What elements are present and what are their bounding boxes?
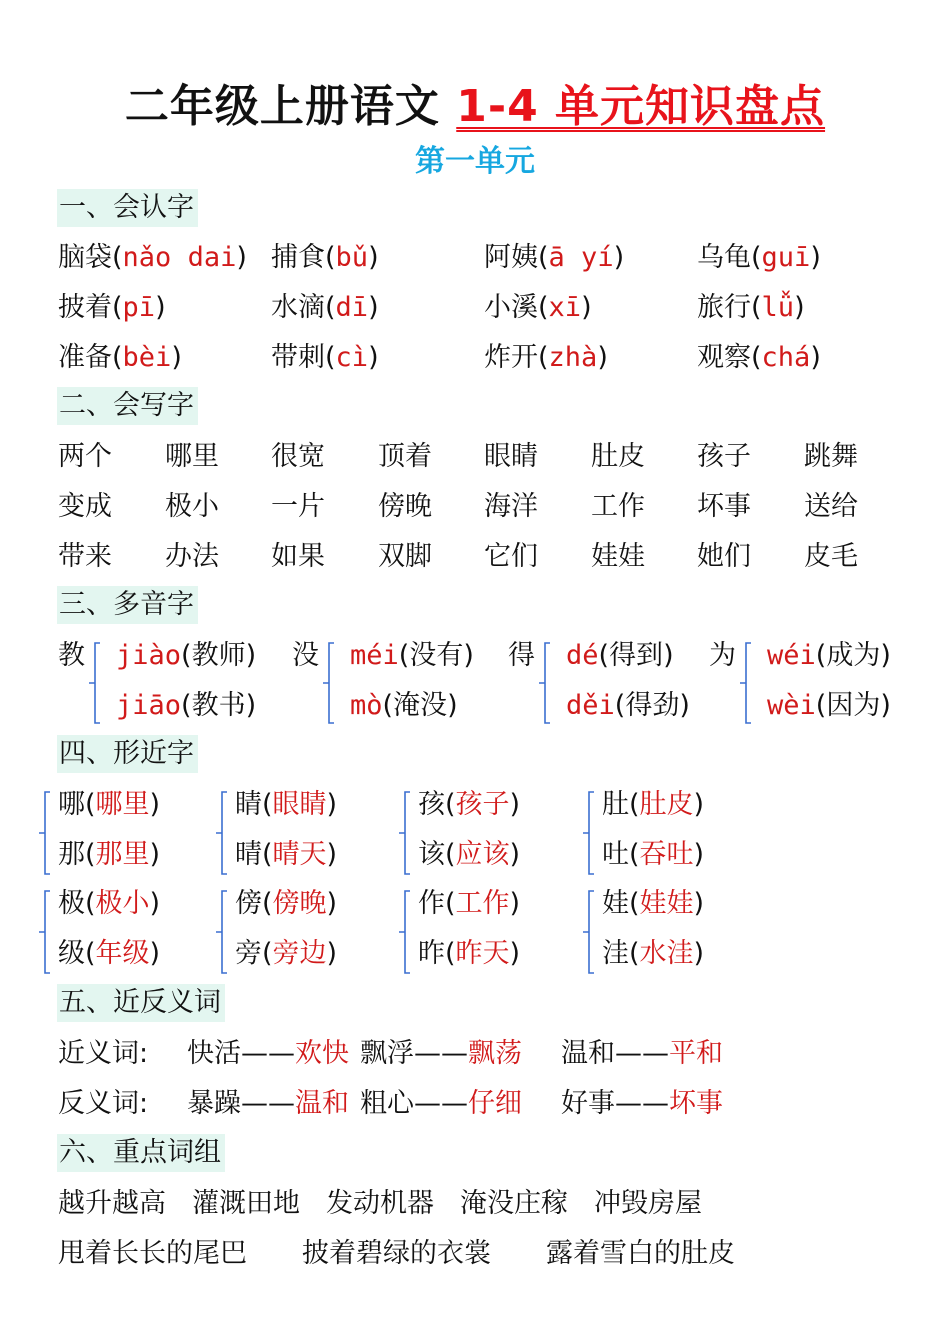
write-word: 顶着 bbox=[378, 441, 432, 472]
similar-item bbox=[602, 837, 704, 873]
paren: ( bbox=[614, 690, 626, 721]
polyphone-brace bbox=[538, 642, 552, 724]
recognize-item bbox=[271, 340, 379, 376]
paren: ( bbox=[112, 342, 123, 373]
recognize-word: 炸开 bbox=[484, 342, 538, 373]
similar-item bbox=[235, 837, 337, 873]
pinyin: wèi bbox=[767, 690, 816, 721]
phrase: 披着碧绿的衣裳 bbox=[302, 1238, 491, 1269]
dash: —— bbox=[615, 1088, 669, 1119]
recognize-item bbox=[58, 340, 182, 376]
write-word: 极小 bbox=[165, 491, 219, 522]
word-a: 粗心 bbox=[360, 1088, 414, 1119]
paren: ) bbox=[326, 789, 338, 820]
paren: ( bbox=[112, 292, 123, 323]
recognize-word: 水滴 bbox=[271, 292, 325, 323]
pinyin: děi bbox=[566, 690, 615, 721]
polyphone-reading bbox=[116, 688, 256, 724]
similar-word: 旁边 bbox=[272, 938, 327, 969]
recognize-item bbox=[484, 290, 592, 326]
polyphone-word: 没有 bbox=[409, 640, 464, 671]
dash: —— bbox=[414, 1088, 468, 1119]
polyphone-reading bbox=[566, 638, 674, 674]
write-word: 海洋 bbox=[484, 491, 538, 522]
paren: ( bbox=[629, 888, 640, 919]
paren: ) bbox=[613, 242, 625, 273]
synonym-pair bbox=[360, 1036, 522, 1072]
similar-word: 哪里 bbox=[95, 789, 150, 820]
similar-word: 昨天 bbox=[455, 938, 510, 969]
write-word: 带来 bbox=[58, 541, 112, 572]
paren: ) bbox=[171, 342, 182, 373]
pinyin: bǔ bbox=[335, 242, 369, 273]
polyphone-reading bbox=[767, 688, 891, 724]
pinyin: jiào bbox=[116, 640, 182, 671]
similar-brace bbox=[38, 890, 52, 974]
recognize-item bbox=[484, 340, 608, 376]
paren: ) bbox=[368, 292, 379, 323]
paren: ) bbox=[326, 938, 338, 969]
synonym-pair bbox=[187, 1036, 349, 1072]
word-b: 坏事 bbox=[669, 1088, 723, 1119]
similar-brace bbox=[398, 890, 412, 974]
word-b: 飘荡 bbox=[468, 1038, 522, 1069]
similar-char: 旁 bbox=[235, 938, 262, 969]
synonym-label: 近义词: bbox=[58, 1038, 149, 1069]
paren: ( bbox=[325, 242, 336, 273]
polyphone-char: 没 bbox=[292, 640, 319, 671]
write-word: 送给 bbox=[804, 491, 858, 522]
similar-brace bbox=[398, 791, 412, 875]
similar-char: 晴 bbox=[235, 839, 262, 870]
recognize-word: 脑袋 bbox=[58, 242, 112, 273]
paren: ) bbox=[880, 690, 891, 721]
write-word: 很宽 bbox=[271, 441, 325, 472]
pinyin: nǎo dai bbox=[122, 242, 237, 273]
paren: ( bbox=[85, 938, 96, 969]
similar-item bbox=[418, 787, 520, 823]
antonym-pair bbox=[187, 1086, 349, 1122]
pinyin: jiāo bbox=[116, 690, 182, 721]
paren: ) bbox=[368, 342, 379, 373]
write-word: 办法 bbox=[165, 541, 219, 572]
polyphone-brace bbox=[88, 642, 102, 724]
phrase: 发动机器 bbox=[326, 1188, 434, 1219]
similar-item bbox=[58, 787, 160, 823]
paren: ( bbox=[815, 640, 827, 671]
paren: ) bbox=[509, 839, 521, 870]
paren: ) bbox=[155, 292, 166, 323]
similar-char: 极 bbox=[58, 888, 85, 919]
paren: ( bbox=[262, 839, 273, 870]
similar-item bbox=[602, 936, 704, 972]
recognize-word: 捕食 bbox=[271, 242, 325, 273]
paren: ( bbox=[325, 342, 336, 373]
paren: ( bbox=[262, 888, 273, 919]
synonym-pair bbox=[561, 1036, 723, 1072]
similar-brace bbox=[215, 890, 229, 974]
polyphone-reading bbox=[350, 638, 474, 674]
similar-word: 水洼 bbox=[639, 938, 694, 969]
similar-char: 该 bbox=[418, 839, 445, 870]
similar-item bbox=[602, 787, 704, 823]
section-heading-polyphone: 三、多音字 bbox=[57, 586, 198, 624]
phrase: 淹没庄稼 bbox=[460, 1188, 568, 1219]
pinyin: zhà bbox=[548, 342, 598, 373]
recognize-word: 准备 bbox=[58, 342, 112, 373]
page-title bbox=[0, 70, 950, 134]
similar-char: 那 bbox=[58, 839, 85, 870]
recognize-word: 披着 bbox=[58, 292, 112, 323]
similar-word: 孩子 bbox=[455, 789, 510, 820]
similar-item bbox=[58, 936, 160, 972]
paren: ) bbox=[693, 888, 705, 919]
paren: ( bbox=[85, 789, 96, 820]
paren: ) bbox=[245, 690, 257, 721]
phrase: 露着雪白的肚皮 bbox=[546, 1238, 735, 1269]
paren: ( bbox=[445, 888, 456, 919]
paren: ( bbox=[85, 839, 96, 870]
dash: —— bbox=[615, 1038, 669, 1069]
paren: ) bbox=[368, 242, 379, 273]
write-word: 两个 bbox=[58, 441, 112, 472]
polyphone-word: 教师 bbox=[191, 640, 246, 671]
polyphone-word: 得劲 bbox=[625, 690, 680, 721]
paren: ( bbox=[445, 789, 456, 820]
paren: ) bbox=[149, 938, 161, 969]
polyphone-char: 为 bbox=[709, 640, 736, 671]
title-part2: 1-4 单元知识盘点 bbox=[456, 81, 826, 132]
phrase: 甩着长长的尾巴 bbox=[58, 1238, 247, 1269]
paren: ) bbox=[810, 242, 821, 273]
word-a: 飘浮 bbox=[360, 1038, 414, 1069]
pinyin: lǚ bbox=[761, 292, 795, 323]
paren: ( bbox=[445, 839, 456, 870]
phrase: 越升越高 bbox=[58, 1188, 166, 1219]
similar-word: 应该 bbox=[455, 839, 510, 870]
polyphone-reading bbox=[116, 638, 256, 674]
write-word: 如果 bbox=[271, 541, 325, 572]
recognize-item bbox=[271, 240, 379, 276]
paren: ) bbox=[794, 292, 805, 323]
write-word: 工作 bbox=[591, 491, 645, 522]
paren: ) bbox=[810, 342, 821, 373]
pinyin: guī bbox=[761, 242, 811, 273]
paren: ( bbox=[85, 888, 96, 919]
paren: ( bbox=[598, 640, 610, 671]
polyphone-brace bbox=[739, 642, 753, 724]
word-a: 温和 bbox=[561, 1038, 615, 1069]
word-b: 仔细 bbox=[468, 1088, 522, 1119]
similar-item bbox=[418, 936, 520, 972]
paren: ( bbox=[629, 789, 640, 820]
recognize-item bbox=[697, 290, 805, 326]
paren: ( bbox=[445, 938, 456, 969]
similar-brace bbox=[582, 791, 596, 875]
polyphone-reading bbox=[350, 688, 458, 724]
dash: —— bbox=[241, 1088, 295, 1119]
similar-brace bbox=[582, 890, 596, 974]
word-b: 欢快 bbox=[295, 1038, 349, 1069]
title-part1: 二年级上册语文 bbox=[124, 81, 440, 132]
paren: ( bbox=[398, 640, 410, 671]
section-heading-phrases: 六、重点词组 bbox=[57, 1134, 225, 1172]
paren: ) bbox=[679, 690, 690, 721]
similar-char: 睛 bbox=[235, 789, 262, 820]
recognize-item bbox=[484, 240, 624, 276]
similar-char: 洼 bbox=[602, 938, 629, 969]
similar-char: 肚 bbox=[602, 789, 629, 820]
similar-word: 那里 bbox=[95, 839, 150, 870]
recognize-word: 旅行 bbox=[697, 292, 751, 323]
similar-item bbox=[602, 886, 704, 922]
write-word: 一片 bbox=[271, 491, 325, 522]
write-word: 双脚 bbox=[378, 541, 432, 572]
write-word: 皮毛 bbox=[804, 541, 858, 572]
write-word: 跳舞 bbox=[804, 441, 858, 472]
similar-word: 傍晚 bbox=[272, 888, 327, 919]
polyphone-word: 成为 bbox=[826, 640, 881, 671]
recognize-word: 阿姨 bbox=[484, 242, 538, 273]
paren: ) bbox=[581, 292, 592, 323]
paren: ) bbox=[509, 938, 521, 969]
paren: ) bbox=[326, 839, 338, 870]
write-word: 她们 bbox=[697, 541, 751, 572]
write-word: 坏事 bbox=[697, 491, 751, 522]
pinyin: chá bbox=[761, 342, 811, 373]
paren: ( bbox=[181, 640, 192, 671]
paren: ( bbox=[325, 292, 336, 323]
paren: ) bbox=[463, 640, 474, 671]
dash: —— bbox=[414, 1038, 468, 1069]
similar-char: 哪 bbox=[58, 789, 85, 820]
section-heading-synonyms: 五、近反义词 bbox=[57, 984, 225, 1022]
paren: ( bbox=[262, 938, 273, 969]
pinyin: méi bbox=[350, 640, 399, 671]
phrase: 灌溉田地 bbox=[192, 1188, 300, 1219]
paren: ) bbox=[245, 640, 257, 671]
paren: ( bbox=[181, 690, 192, 721]
recognize-item bbox=[58, 290, 166, 326]
similar-word: 眼睛 bbox=[272, 789, 327, 820]
polyphone-word: 教书 bbox=[191, 690, 246, 721]
paren: ( bbox=[382, 690, 394, 721]
paren: ( bbox=[538, 342, 549, 373]
similar-word: 极小 bbox=[95, 888, 150, 919]
paren: ) bbox=[326, 888, 338, 919]
paren: ) bbox=[509, 789, 521, 820]
paren: ( bbox=[751, 342, 762, 373]
paren: ( bbox=[112, 242, 123, 273]
paren: ) bbox=[509, 888, 521, 919]
write-word: 傍晚 bbox=[378, 491, 432, 522]
pinyin: dī bbox=[335, 292, 369, 323]
paren: ) bbox=[447, 690, 458, 721]
similar-item bbox=[235, 886, 337, 922]
polyphone-word: 淹没 bbox=[393, 690, 448, 721]
paren: ( bbox=[629, 839, 640, 870]
paren: ) bbox=[597, 342, 608, 373]
polyphone-char: 得 bbox=[508, 640, 535, 671]
paren: ( bbox=[629, 938, 640, 969]
paren: ) bbox=[236, 242, 247, 273]
paren: ) bbox=[880, 640, 891, 671]
paren: ) bbox=[663, 640, 674, 671]
similar-item bbox=[418, 837, 520, 873]
word-a: 快活 bbox=[187, 1038, 241, 1069]
recognize-word: 观察 bbox=[697, 342, 751, 373]
write-word: 孩子 bbox=[697, 441, 751, 472]
similar-brace bbox=[215, 791, 229, 875]
paren: ( bbox=[751, 292, 762, 323]
similar-char: 作 bbox=[418, 888, 445, 919]
similar-char: 昨 bbox=[418, 938, 445, 969]
write-word: 娃娃 bbox=[591, 541, 645, 572]
paren: ( bbox=[538, 292, 549, 323]
word-b: 温和 bbox=[295, 1088, 349, 1119]
polyphone-reading bbox=[767, 638, 891, 674]
similar-char: 娃 bbox=[602, 888, 629, 919]
polyphone-reading bbox=[566, 688, 690, 724]
similar-item bbox=[235, 787, 337, 823]
similar-word: 吞吐 bbox=[639, 839, 694, 870]
similar-word: 娃娃 bbox=[639, 888, 694, 919]
similar-item bbox=[58, 886, 160, 922]
pinyin: cì bbox=[335, 342, 369, 373]
recognize-item bbox=[271, 290, 379, 326]
similar-char: 吐 bbox=[602, 839, 629, 870]
paren: ( bbox=[815, 690, 827, 721]
paren: ) bbox=[693, 789, 705, 820]
paren: ) bbox=[693, 938, 705, 969]
similar-item bbox=[235, 936, 337, 972]
recognize-item bbox=[697, 240, 821, 276]
similar-item bbox=[418, 886, 520, 922]
word-b: 平和 bbox=[669, 1038, 723, 1069]
recognize-item bbox=[58, 240, 247, 276]
word-a: 好事 bbox=[561, 1088, 615, 1119]
word-a: 暴躁 bbox=[187, 1088, 241, 1119]
paren: ) bbox=[149, 789, 161, 820]
paren: ( bbox=[262, 789, 273, 820]
recognize-word: 小溪 bbox=[484, 292, 538, 323]
recognize-word: 乌龟 bbox=[697, 242, 751, 273]
pinyin: xī bbox=[548, 292, 582, 323]
paren: ( bbox=[538, 242, 549, 273]
dash: —— bbox=[241, 1038, 295, 1069]
polyphone-char: 教 bbox=[58, 640, 85, 671]
polyphone-brace bbox=[322, 642, 336, 724]
polyphone-word: 因为 bbox=[826, 690, 881, 721]
paren: ( bbox=[751, 242, 762, 273]
pinyin: bèi bbox=[122, 342, 172, 373]
similar-char: 傍 bbox=[235, 888, 262, 919]
similar-brace bbox=[38, 791, 52, 875]
section-heading-write: 二、会写字 bbox=[57, 387, 198, 425]
similar-char: 孩 bbox=[418, 789, 445, 820]
recognize-word: 带刺 bbox=[271, 342, 325, 373]
write-word: 它们 bbox=[484, 541, 538, 572]
write-word: 变成 bbox=[58, 491, 112, 522]
paren: ) bbox=[693, 839, 705, 870]
paren: ) bbox=[149, 839, 161, 870]
pinyin: pī bbox=[122, 292, 156, 323]
polyphone-word: 得到 bbox=[609, 640, 664, 671]
section-heading-recognize: 一、会认字 bbox=[57, 189, 198, 227]
pinyin: mò bbox=[350, 690, 383, 721]
write-word: 哪里 bbox=[165, 441, 219, 472]
write-word: 肚皮 bbox=[591, 441, 645, 472]
unit-title: 第一单元 bbox=[415, 144, 535, 179]
recognize-item bbox=[697, 340, 821, 376]
similar-word: 晴天 bbox=[272, 839, 327, 870]
similar-item bbox=[58, 837, 160, 873]
pinyin: dé bbox=[566, 640, 599, 671]
antonym-pair bbox=[561, 1086, 723, 1122]
section-heading-similar: 四、形近字 bbox=[57, 735, 198, 773]
pinyin: wéi bbox=[767, 640, 816, 671]
similar-word: 年级 bbox=[95, 938, 150, 969]
similar-char: 级 bbox=[58, 938, 85, 969]
phrase: 冲毁房屋 bbox=[594, 1188, 702, 1219]
paren: ) bbox=[149, 888, 161, 919]
similar-word: 肚皮 bbox=[639, 789, 694, 820]
pinyin: ā yí bbox=[548, 242, 614, 273]
antonym-label: 反义词: bbox=[58, 1088, 149, 1119]
write-word: 眼睛 bbox=[484, 441, 538, 472]
antonym-pair bbox=[360, 1086, 522, 1122]
similar-word: 工作 bbox=[455, 888, 510, 919]
